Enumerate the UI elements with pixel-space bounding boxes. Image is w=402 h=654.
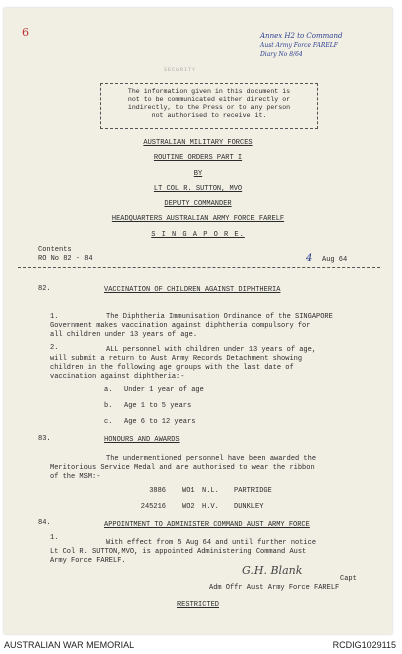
item-84-title: APPOINTMENT TO ADMINISTER COMMAND AUST ARMY FORCE (104, 521, 310, 529)
list-item-b-mark: b. (104, 402, 113, 410)
award-2-rank: WO2 (182, 503, 195, 511)
classification-marking: RESTRICTED (176, 601, 219, 609)
security-notice-box (100, 83, 318, 129)
award-2-initials: H.V. (202, 503, 219, 511)
list-item-c-text: Age 6 to 12 years (124, 418, 196, 426)
item-82-p2-line2: will submit a return to Aust Army Records Detachment showing (50, 355, 303, 363)
contents-label: Contents (38, 246, 72, 254)
item-84-line2: Lt Col R. SUTTON,MVO, is appointed Administering Command Aust (50, 548, 307, 556)
award-2-number: 245216 (140, 503, 166, 511)
award-2-surname: DUNKLEY (234, 503, 264, 511)
annotation-line2: Aust Army Force FARELF (260, 42, 338, 49)
header-line3: BY (193, 170, 203, 178)
header-line1: AUSTRALIAN MILITARY FORCES (143, 139, 253, 147)
annotation-line3: Diary No 8/64 (260, 51, 303, 58)
item-82-p1-line1: The Diphtheria Immunisation Ordinance of the SINGAPORE (106, 313, 333, 321)
annotation-line1: Annex H2 to Command (260, 32, 343, 40)
item-82-title: VACCINATION OF CHILDREN AGAINST DIPHTHERIA (104, 286, 281, 294)
item-82-p2-line4: vaccination against diphtheria:- (50, 373, 185, 381)
award-1-rank: WO1 (182, 487, 195, 495)
footer-id: RCDIG1029115 (332, 640, 396, 650)
notice-line2: not to be communicated either directly or (127, 96, 291, 103)
header-line4: LT COL R. SUTTON, MVO (153, 185, 243, 193)
item-84-p1-number: 1. (50, 534, 59, 542)
contents-rule (18, 267, 380, 268)
list-item-c-mark: c. (104, 418, 113, 426)
document-page (4, 8, 392, 634)
item-82-number: 82. (38, 285, 51, 293)
list-item-a-text: Under 1 year of age (124, 386, 204, 394)
header-line6: HEADQUARTERS AUSTRALIAN ARMY FORCE FARELF (111, 215, 285, 223)
notice-line1: The information given in this document is (127, 88, 291, 95)
item-83-title: HONOURS AND AWARDS (104, 436, 180, 444)
item-82-p2-line3: children in the following age groups with the last date of (50, 364, 294, 372)
signature-rank: Capt (340, 575, 357, 583)
item-82-p2-line1: ALL personnel with children under 13 years of age, (106, 346, 317, 354)
date-day: 4 (306, 253, 313, 264)
item-82-p2-number: 2. (50, 344, 59, 352)
item-83-line3: of the MSM:- (50, 473, 101, 481)
item-83-line2: Meritorious Service Medal and are authorised to wear the ribbon (50, 464, 315, 472)
header-line7: S I N G A P O R E. (151, 231, 245, 239)
item-84-number: 84. (38, 519, 51, 527)
award-1-initials: N.L. (202, 487, 219, 495)
award-1-number: 3886 (149, 487, 166, 495)
contents-ro: RO No 82 - 84 (38, 255, 93, 263)
notice-line4: not authorised to receive it. (151, 112, 267, 119)
item-84-line3: Army Force FARELF. (50, 557, 126, 565)
notice-line3: indirectly, to the Press or to any person (127, 104, 291, 111)
list-item-a-mark: a. (104, 386, 113, 394)
item-83-line1: The undermentioned personnel have been awarded the (106, 455, 317, 463)
signature-scrawl: G.H. Blank (242, 564, 303, 577)
corner-mark: 6 (22, 26, 29, 39)
item-82-p1-line3: all children under 13 years of age. (50, 331, 198, 339)
signature-title: Adm Offr Aust Army Force FARELF (209, 584, 340, 592)
award-1-surname: PARTRIDGE (234, 487, 272, 495)
item-83-number: 83. (38, 435, 51, 443)
date-rest: Aug 64 (322, 256, 348, 264)
faint-stamp: SECURITY (164, 67, 197, 73)
header-line5: DEPUTY COMMANDER (164, 200, 232, 208)
footer-source: AUSTRALIAN WAR MEMORIAL (4, 640, 135, 650)
item-82-p1-line2: Government makes vaccination against diphtheria compulsory for (50, 322, 311, 330)
item-84-line1: With effect from 5 Aug 64 and until further notice (106, 539, 317, 547)
list-item-b-text: Age 1 to 5 years (124, 402, 192, 410)
header-line2: ROUTINE ORDERS PART I (153, 154, 243, 162)
item-82-p1-number: 1. (50, 313, 59, 321)
